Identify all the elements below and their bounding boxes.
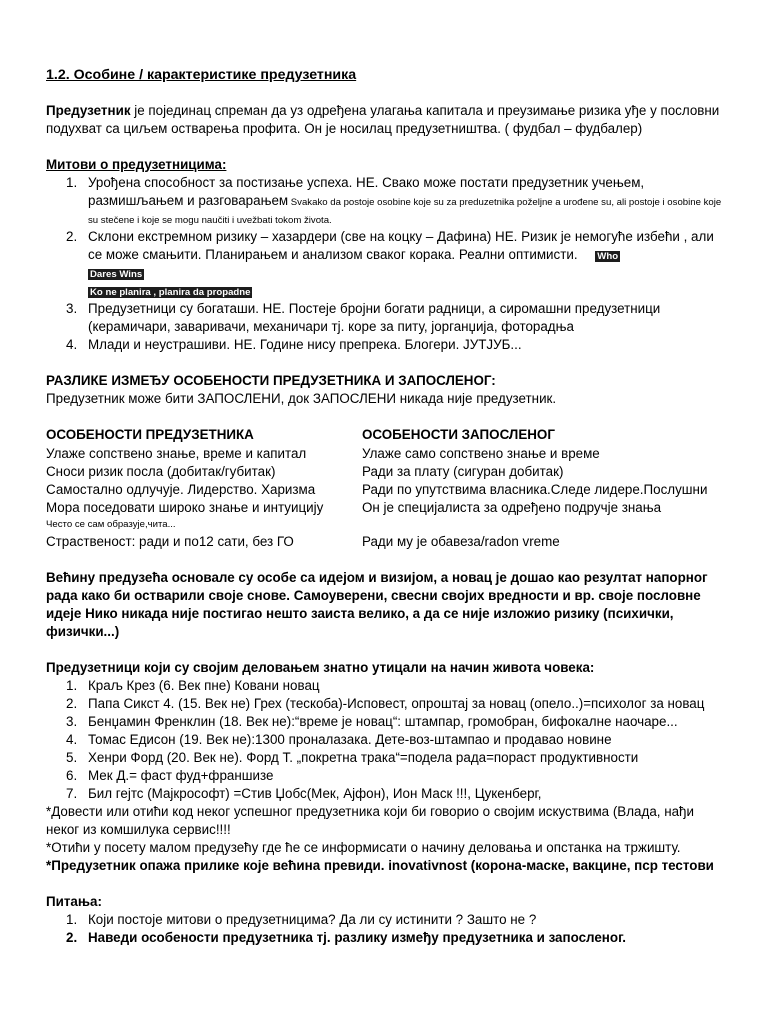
table-row: Страственост: ради и по12 сати, без ГО Ради му је обавеза/radon vreme: [46, 534, 560, 549]
comparison-table: [46, 426, 726, 551]
employee-column-header: ОСОБЕНОСТИ ЗАПОСЛЕНОГ: [362, 427, 555, 442]
entrepreneur-column-header: ОСОБЕНОСТИ ПРЕДУЗЕТНИКА: [46, 427, 254, 442]
note-visit-company: *Отићи у посету малом предузећу где ће се информисати о начину деловања и опстанка на тржишту.: [46, 840, 681, 855]
list-item: 3. Бенџамин Френклин (18. Век не):“време је новац“: штампар, громобран, бифокалне наочаре...: [66, 714, 678, 729]
highlight-dares-wins: Dares Wins: [90, 269, 143, 280]
intro-term: Предузетник: [46, 103, 131, 118]
list-item: 4. Томас Едисон (19. Век не):1300 проналазака. Дете-воз-штампао и продавао новине: [66, 732, 612, 747]
list-item: 1. Урођена способност за постизање успеха. НЕ. Свако може постати предузетник учењем, размишљањем и разговарањем Svakako da postoje osobine koje su za preduzetnika poželjne a urođene su, ali postoje i osobine koje su stečene i koje se mogu naučiti i uvežbati tokom života.: [66, 175, 722, 226]
list-item: 2. Склони екстремном ризику – хазардери (све на коцку – Дафина) НЕ. Ризик је немогуће избећи , али се може смањити. Планирањем и анализом сваког корака. Реални оптимисти. Who Dares Wins Ko ne planira , planira da propadne: [66, 229, 714, 298]
list-item: 3. Предузетници су богаташи. НЕ. Постеје бројни богати радници, а сиромашни предузетници (керамичари, заваривачи, механичари тј. коре за питу, јорганџија, фоторадња: [66, 301, 661, 334]
table-row: Сноси ризик посла (добитак/губитак) Ради за плату (сигуран добитак): [46, 464, 564, 479]
differences-heading: РАЗЛИКЕ ИЗМЕЂУ ОСОБЕНОСТИ ПРЕДУЗЕТНИКА И ЗАПОСЛЕНОГ:: [46, 373, 496, 388]
list-item: 7. Бил гејтс (Мајкрософт) =Стив Џобс(Мек, Ајфон), Ион Маск !!!, Цукенберг,: [66, 786, 542, 801]
list-item: 2. Наведи особености предузетника тј. разлику између предузетника и запосленог.: [66, 930, 627, 945]
list-item: 6. Мек Д.= фаст фуд+франшизе: [66, 768, 274, 783]
questions-heading: Питања:: [46, 894, 102, 909]
list-item: 4. Млади и неустрашиви. НЕ. Године нису препрека. Блогери. ЈУТЈУБ...: [66, 337, 522, 352]
list-item: 1. Крaљ Крез (6. Век пне) Ковани новац: [66, 678, 320, 693]
influencers-heading: Предузетници који су својим деловањем знатно утицали на начин живота човека:: [46, 660, 595, 675]
highlight-planning: Ko ne planira , planira da propadne: [90, 287, 251, 298]
note-visit-entrepreneur: *Довести или отићи код неког успешног предузетника који би говорио о својим искуствима (Влада, нађи неког из комшилука сервис!!!!: [46, 804, 694, 837]
latin-note: Svakako da postoje osobine koje su za preduzetnika poželjne a urođene su, ali postoje i osobine koje su stečene i koje se mogu naučiti i uvežbati tokom života.: [88, 197, 722, 226]
myths-list: [46, 174, 726, 354]
list-item: 2. Папа Сикст 4. (15. Век не) Грех (тескоба)-Исповест, опроштај за новац (опело..)=психолог за новац: [66, 696, 705, 711]
table-row: Често се сам образује,чита...: [46, 519, 176, 530]
differences-line: Предузетник може бити ЗАПОСЛЕНИ, док ЗАПОСЛЕНИ никада није предузетник.: [46, 391, 557, 406]
section-heading: 1.2. Особине / карактеристике предузетника: [46, 67, 357, 83]
intro-definition: је појединац спреман да уз одређена улагања капитала и преузимање ризика уђе у пословни подухват са циљем остварења профита. Он је носилац предузетништва. ( фудбал – фудбалер): [46, 103, 720, 136]
influencers-list: [46, 677, 726, 803]
table-row: Улаже сопствено знање, време и капитал Улаже само сопствено знање и време: [46, 446, 600, 461]
bold-paragraph: Већину предузећа основале су особе са идејом и визијом, а новац је дошао као резултат напорног рада како би остварили своје снове. Самоуверени, свесни својих вредности и вр. своје пословне идеје Нико никада није постигао нешто заиста велико, а да се није изложио ризику (психички, физички...): [46, 570, 708, 639]
list-item: 1. Који постоје митови о предузетницима? Да ли су истинити ? Зашто не ?: [66, 912, 537, 927]
highlight-who: Who: [597, 251, 619, 262]
questions-list: [46, 911, 726, 947]
myths-heading: Митови о предузетницима:: [46, 157, 227, 172]
table-row: Мора поседовати широко знање и интуицију Он је специјалиста за одређено подручје знања: [46, 500, 662, 515]
note-opportunities: *Предузетник опажа прилике које већина превиди. inovativnost (корона-маске, вакцине, пср тестови: [46, 858, 714, 873]
list-item: 5. Хенри Форд (20. Век не). Форд Т. „покретна трака“=подела рада=пораст продуктивности: [66, 750, 639, 765]
table-row: Самостално одлучује. Лидерство. Харизма Ради по упутствима власника.Следе лидере.Послушни: [46, 482, 708, 497]
intro-paragraph: [46, 102, 726, 138]
document-page: [46, 66, 726, 947]
